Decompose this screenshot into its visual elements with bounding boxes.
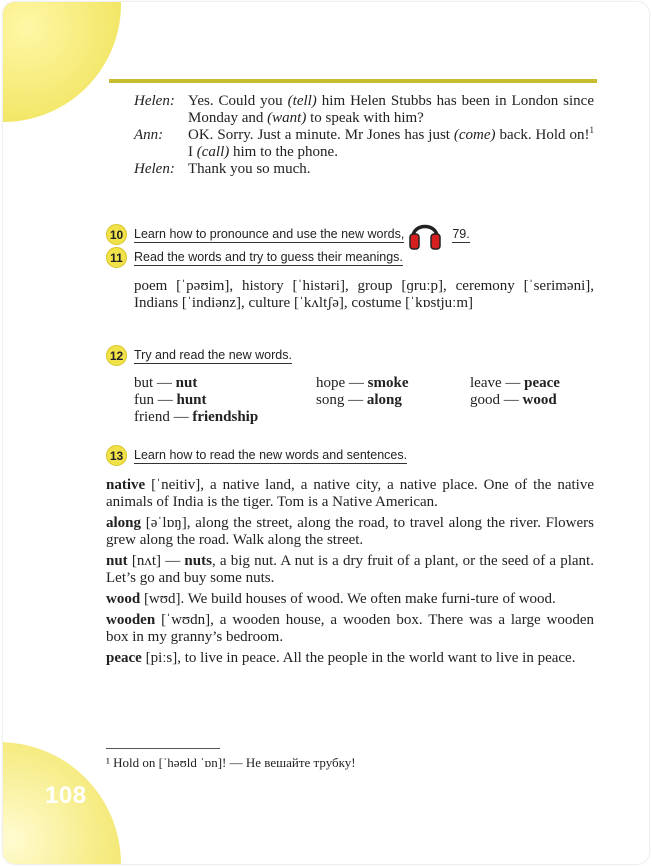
headword: wooden <box>106 612 156 628</box>
headword: nuts <box>184 553 212 569</box>
headword: nut <box>106 553 128 569</box>
word-pair: hope — smoke <box>316 375 409 391</box>
audio-track-number[interactable]: 79. <box>452 226 470 241</box>
speaker-name: Ann: <box>134 127 164 143</box>
speaker-name: Helen: <box>134 161 175 177</box>
task-instruction: Learn how to read the new words and sentences. <box>134 447 408 462</box>
task-instruction: Try and read the new words. <box>134 347 292 362</box>
verb-prompt: (come) <box>453 127 496 143</box>
new-word: friendship <box>192 409 259 425</box>
headword: peace <box>106 650 142 666</box>
corner-decoration-top <box>3 2 121 122</box>
footnote: ¹ Hold on [ˈhəʊld ˈɒn]! — Не вешайте трубку! <box>106 755 356 770</box>
headword: along <box>106 515 142 531</box>
task-number-badge: 10 <box>106 224 127 245</box>
word-pair: friend — friendship <box>134 409 259 425</box>
header-rule <box>109 79 597 83</box>
vocabulary-entries <box>106 477 594 671</box>
task-number-badge: 12 <box>106 345 127 366</box>
vocabulary-entry: wooden [ˈwʊdn], a wooden house, a wooden box. There was a large wooden box in my granny’s bedroom. <box>106 612 594 645</box>
dialogue-line <box>134 127 594 161</box>
word-pair-row <box>134 392 594 409</box>
dialogue-text: Thank you so much. <box>188 161 311 177</box>
vocabulary-entry: wood [wʊd]. We build houses of wood. We often make furni-ture of wood. <box>106 591 556 607</box>
page-number: 108 <box>45 782 87 809</box>
footnote-rule <box>106 748 220 749</box>
new-word: peace <box>524 375 560 391</box>
vocabulary-entry: peace [piːs], to live in peace. All the people in the world want to live in peace. <box>106 650 576 666</box>
task-number-badge: 11 <box>106 247 127 268</box>
words-list: poem [ˈpəʊim], history [ˈhistəri], group [ɡruːp], ceremony [ˈseriməni], Indians [ˈindiənz], culture [ˈkʌltʃə], costume [ˈkɒstjuːm] <box>134 278 594 311</box>
word-pair-row <box>134 375 594 392</box>
verb-prompt: (tell) <box>287 93 317 109</box>
word-pair-row <box>134 409 594 426</box>
verb-prompt: (call) <box>196 144 230 160</box>
dialogue-line <box>134 161 594 178</box>
vocabulary-entry: native [ˈneitiv], a native land, a native city, a native place. One of the native animals of India is the tiger. Tom is a Native American. <box>106 477 594 510</box>
headword: native <box>106 477 146 493</box>
verb-prompt: (want) <box>267 110 307 126</box>
word-pair: but — nut <box>134 375 198 391</box>
new-word: smoke <box>367 375 409 391</box>
dialogue-text: OK. Sorry. Just a minute. Mr Jones has just (come) back. Hold on!$^1$ I (call) him to the phone. <box>188 125 594 160</box>
task-12 <box>106 345 292 366</box>
dialogue-text: Yes. Could you (tell) him Helen Stubbs has been in London since Monday and (want) to speak with him? <box>188 93 594 126</box>
footnote-marker: 1 <box>589 125 594 135</box>
speaker-name: Helen: <box>134 93 175 109</box>
task-13 <box>106 445 407 466</box>
word-pair <box>470 409 594 426</box>
dialogue <box>134 93 594 178</box>
vocabulary-entry: along [əˈlɒŋ], along the street, along the road, to travel along the river. Flowers grew along the road. Walk along the street. <box>106 515 594 548</box>
new-word: nut <box>175 375 198 391</box>
task-instruction: Learn how to pronounce and use the new words, <box>134 226 405 241</box>
headword: wood <box>106 591 141 607</box>
word-pair: leave — peace <box>470 375 560 391</box>
word-pair <box>316 409 470 426</box>
task-11 <box>106 247 403 268</box>
word-pair: good — wood <box>470 392 557 408</box>
task-instruction: Read the words and try to guess their meanings. <box>134 249 403 264</box>
vocabulary-entry: nut [nʌt] — nuts, a big nut. A nut is a dry fruit of a plant, or the seed of a plant. Let’s go and buy some nuts. <box>106 553 594 586</box>
task-number-badge: 13 <box>106 445 127 466</box>
new-word: wood <box>522 392 557 408</box>
new-word: along <box>366 392 402 408</box>
word-pair: song — along <box>316 392 402 408</box>
word-pairs-grid <box>134 375 594 426</box>
new-word: hunt <box>176 392 207 408</box>
headphones-icon[interactable] <box>408 215 442 254</box>
word-pair: fun — hunt <box>134 392 207 408</box>
dialogue-line <box>134 93 594 127</box>
